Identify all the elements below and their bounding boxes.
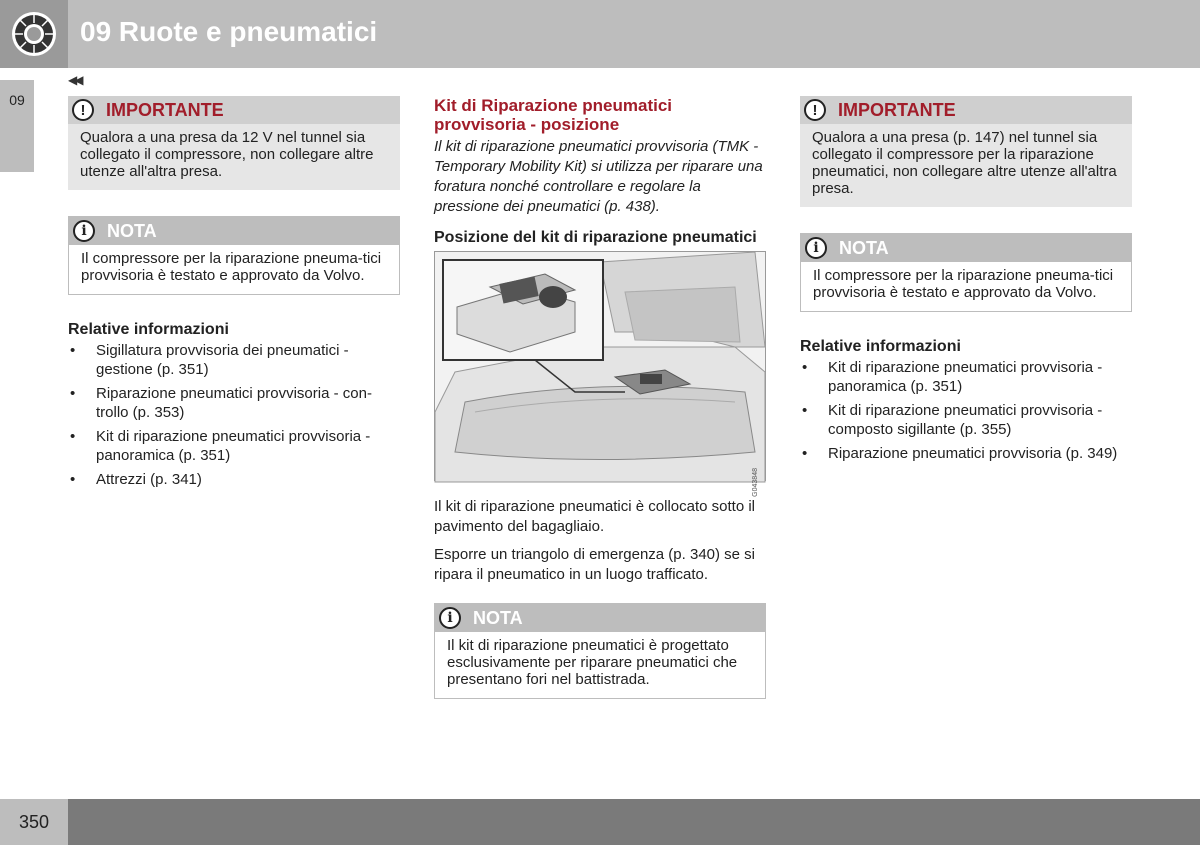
important-notice — [800, 96, 1132, 207]
paragraph-triangle: Esporre un triangolo di emergenza (p. 340) se si ripara il pneumatico in un luogo trafficato. — [434, 546, 756, 583]
note-notice-header — [435, 604, 765, 632]
info-icon: i — [805, 237, 827, 259]
related-link[interactable]: • Kit di riparazione pneumatici provvisoria - panoramica (p. 351) — [800, 358, 1132, 396]
related-info-heading: Relative informazioni — [68, 321, 229, 338]
column-right — [800, 96, 1132, 468]
related-link[interactable]: • Attrezzi (p. 341) — [68, 470, 400, 489]
chapter-side-tab[interactable] — [0, 80, 34, 172]
section-title: Kit di Riparazione pneumatici provvisoria - posizione — [434, 96, 673, 134]
important-notice-header — [68, 96, 400, 124]
note-notice — [68, 216, 400, 295]
related-info-heading: Relative informazioni — [800, 338, 961, 355]
note-notice — [434, 603, 766, 699]
exclamation-icon: ! — [72, 99, 94, 121]
section-subtitle: Posizione del kit di riparazione pneumatici — [434, 229, 757, 246]
info-icon: i — [73, 220, 95, 242]
section-intro: Il kit di riparazione pneumatici provvisoria (TMK - Temporary Mobility Kit) si utilizza per riparare una foratura nonché controllare e regolare la pressione dei pneumatici (p. 438). — [434, 138, 763, 215]
column-left — [68, 96, 400, 494]
trunk-kit-illustration — [434, 251, 766, 497]
chapter-header — [0, 0, 1200, 68]
note-title: NOTA — [839, 237, 889, 258]
related-link[interactable]: • Kit di riparazione pneumatici provvisoria - composto sigillante (p. 355) — [800, 401, 1132, 439]
note-body: Il compressore per la riparazione pneuma-tici provvisoria è testato e approvato da Volvo. — [813, 267, 1114, 301]
page-footer — [0, 799, 1200, 845]
page-number: 350 — [0, 799, 68, 845]
chapter-icon-tab — [0, 0, 68, 68]
tire-icon — [10, 10, 58, 58]
related-info-list — [68, 341, 400, 489]
important-notice — [68, 96, 400, 190]
related-link[interactable]: • Sigillatura provvisoria dei pneumatici - gestione (p. 351) — [68, 341, 400, 379]
important-body: Qualora a una presa (p. 147) nel tunnel sia collegato il compressore per la riparazione pneumatici, non collegare altre utenze all'altra presa. — [812, 129, 1117, 197]
exclamation-icon: ! — [804, 99, 826, 121]
note-notice-header — [801, 234, 1131, 262]
important-title: IMPORTANTE — [838, 99, 956, 120]
note-body: Il kit di riparazione pneumatici è progettato esclusivamente per riparare pneumatici che presentano fori nel battistrada. — [447, 637, 738, 688]
column-middle — [434, 96, 766, 725]
chapter-side-tab-label: 09 — [9, 92, 25, 108]
car-trunk-drawing — [435, 252, 767, 482]
important-body: Qualora a una presa da 12 V nel tunnel sia collegato il compressore, non collegare altre utenze all'altra presa. — [80, 129, 374, 180]
note-body: Il compressore per la riparazione pneuma-tici provvisoria è testato e approvato da Volvo. — [81, 250, 382, 284]
paragraph-location: Il kit di riparazione pneumatici è collocato sotto il pavimento del bagagliaio. — [434, 498, 755, 535]
chapter-title: 09 Ruote e pneumatici — [80, 16, 378, 47]
figure-code: G043848 — [752, 468, 759, 497]
note-title: NOTA — [473, 607, 523, 628]
important-notice-header — [800, 96, 1132, 124]
note-title: NOTA — [107, 220, 157, 241]
related-link[interactable]: • Riparazione pneumatici provvisoria - con-trollo (p. 353) — [68, 384, 400, 422]
related-link[interactable]: • Kit di riparazione pneumatici provvisoria - panoramica (p. 351) — [68, 427, 400, 465]
info-icon: i — [439, 607, 461, 629]
note-notice-header — [69, 217, 399, 245]
important-title: IMPORTANTE — [106, 99, 224, 120]
related-info-list — [800, 358, 1132, 463]
back-arrows-icon[interactable]: ◀◀ — [68, 73, 81, 87]
related-link[interactable]: • Riparazione pneumatici provvisoria (p. 349) — [800, 444, 1132, 463]
note-notice — [800, 233, 1132, 312]
